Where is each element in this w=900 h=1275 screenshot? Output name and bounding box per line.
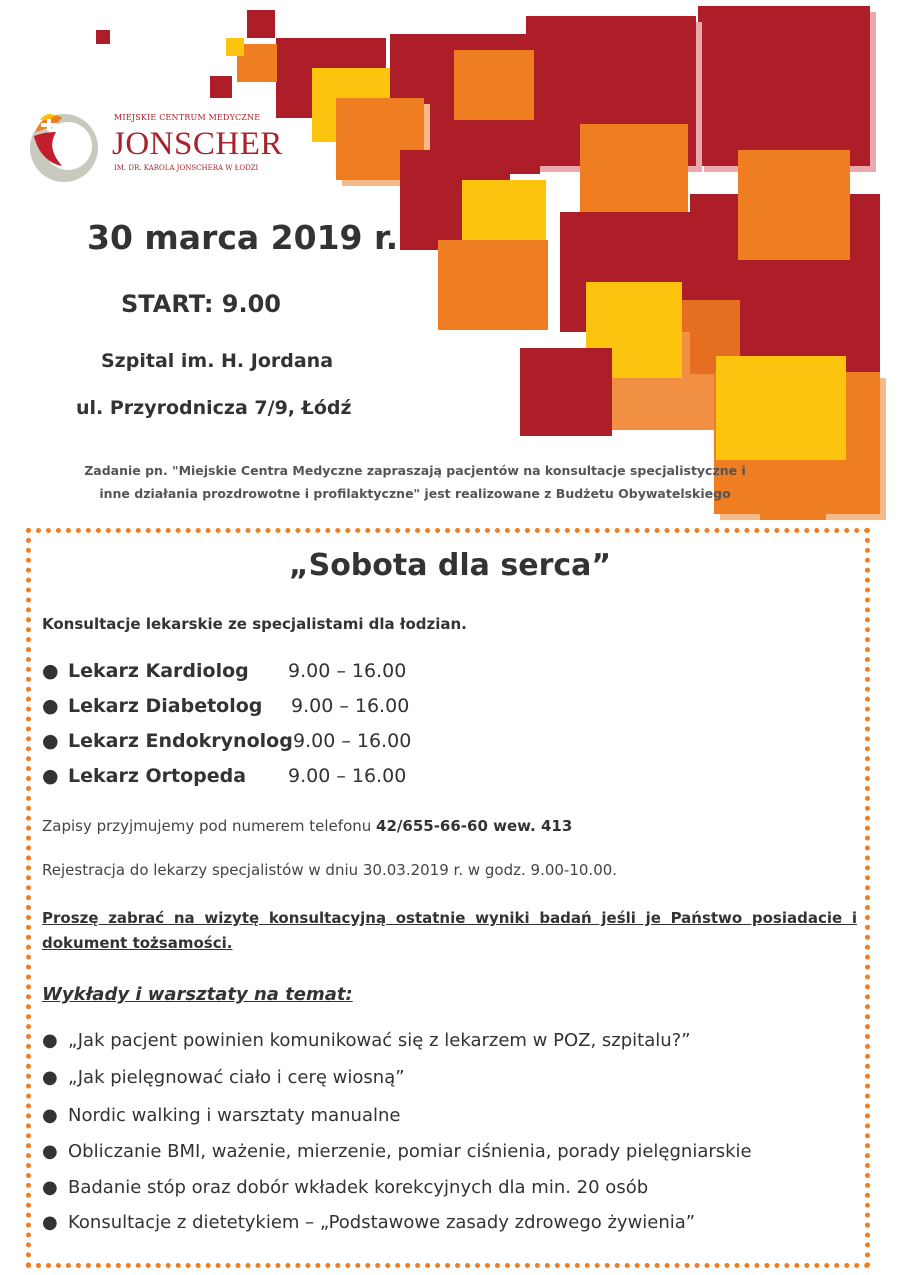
task-note bbox=[30, 459, 800, 505]
event-place: Szpital im. H. Jordana bbox=[101, 350, 334, 372]
bullet-icon: ● bbox=[42, 1105, 58, 1126]
bullet-icon: ● bbox=[42, 695, 59, 717]
lectures-heading: Wykłady i warsztaty na temat: bbox=[42, 984, 353, 1005]
lecture-text: „Jak pacjent powinien komunikować się z lekarzem w POZ, szpitalu?” bbox=[68, 1030, 691, 1051]
lecture-text: Nordic walking i warsztaty manualne bbox=[68, 1105, 401, 1126]
lecture-text: Obliczanie BMI, ważenie, mierzenie, pomiar ciśnienia, porady pielęgniarskie bbox=[68, 1141, 752, 1162]
logo bbox=[26, 106, 316, 186]
task-note-line-2: inne działania prozdrowotne i profilaktyczne" jest realizowane z Budżetu Obywatelskiego bbox=[99, 486, 731, 501]
bullet-icon: ● bbox=[42, 1177, 58, 1198]
logo-name: JONSCHER bbox=[112, 126, 283, 162]
bullet-icon: ● bbox=[42, 1212, 58, 1233]
doctor-hours: 9.00 – 16.00 bbox=[288, 660, 407, 682]
doctor-hours: 9.00 – 16.00 bbox=[293, 730, 412, 752]
task-note-line-1: Zadanie pn. "Miejskie Centra Medyczne zapraszają pacjentów na konsultacje specjalistyczne i bbox=[84, 463, 746, 478]
bullet-icon: ● bbox=[42, 660, 59, 682]
lecture-text: Badanie stóp oraz dobór wkładek korekcyjnych dla min. 20 osób bbox=[68, 1177, 649, 1198]
logo-sub-line: IM. DR. KAROLA JONSCHERA W ŁODZI bbox=[114, 164, 259, 172]
event-address: ul. Przyrodnicza 7/9, Łódź bbox=[76, 397, 352, 419]
bullet-icon: ● bbox=[42, 1141, 58, 1162]
doctor-hours: 9.00 – 16.00 bbox=[291, 695, 410, 717]
doctor-name: Lekarz Kardiolog bbox=[68, 660, 249, 682]
logo-top-line: MIEJSKIE CENTRUM MEDYCZNE bbox=[114, 113, 261, 122]
consultations-intro: Konsultacje lekarskie ze specjalistami dla łodzian. bbox=[42, 615, 467, 633]
registration-info: Rejestracja do lekarzy specjalistów w dniu 30.03.2019 r. w godz. 9.00-10.00. bbox=[42, 861, 618, 879]
phone-info bbox=[42, 817, 572, 835]
doctor-name: Lekarz Ortopeda bbox=[68, 765, 247, 787]
doctor-name: Lekarz Diabetolog bbox=[68, 695, 263, 717]
heart-logo-icon bbox=[26, 106, 102, 186]
phone-number: 42/655-66-60 wew. 413 bbox=[376, 817, 573, 835]
phone-text: Zapisy przyjmujemy pod numerem telefonu bbox=[42, 817, 377, 835]
event-start: START: 9.00 bbox=[121, 290, 281, 318]
bullet-icon: ● bbox=[42, 765, 59, 787]
event-date: 30 marca 2019 r. bbox=[87, 218, 399, 257]
doctor-name: Lekarz Endokrynolog bbox=[68, 730, 293, 752]
bullet-icon: ● bbox=[42, 1067, 58, 1088]
lecture-text: „Jak pielęgnować ciało i cerę wiosną” bbox=[68, 1067, 405, 1088]
event-title: „Sobota dla serca” bbox=[288, 548, 612, 583]
doctor-hours: 9.00 – 16.00 bbox=[288, 765, 407, 787]
bring-documents-note: Proszę zabrać na wizytę konsultacyjną ostatnie wyniki badań jeśli je Państwo posiadacie i dokument tożsamości. bbox=[42, 909, 857, 952]
bullet-icon: ● bbox=[42, 1030, 58, 1051]
bullet-icon: ● bbox=[42, 730, 59, 752]
lecture-text: Konsultacje z dietetykiem – „Podstawowe zasady zdrowego żywienia” bbox=[68, 1212, 696, 1233]
